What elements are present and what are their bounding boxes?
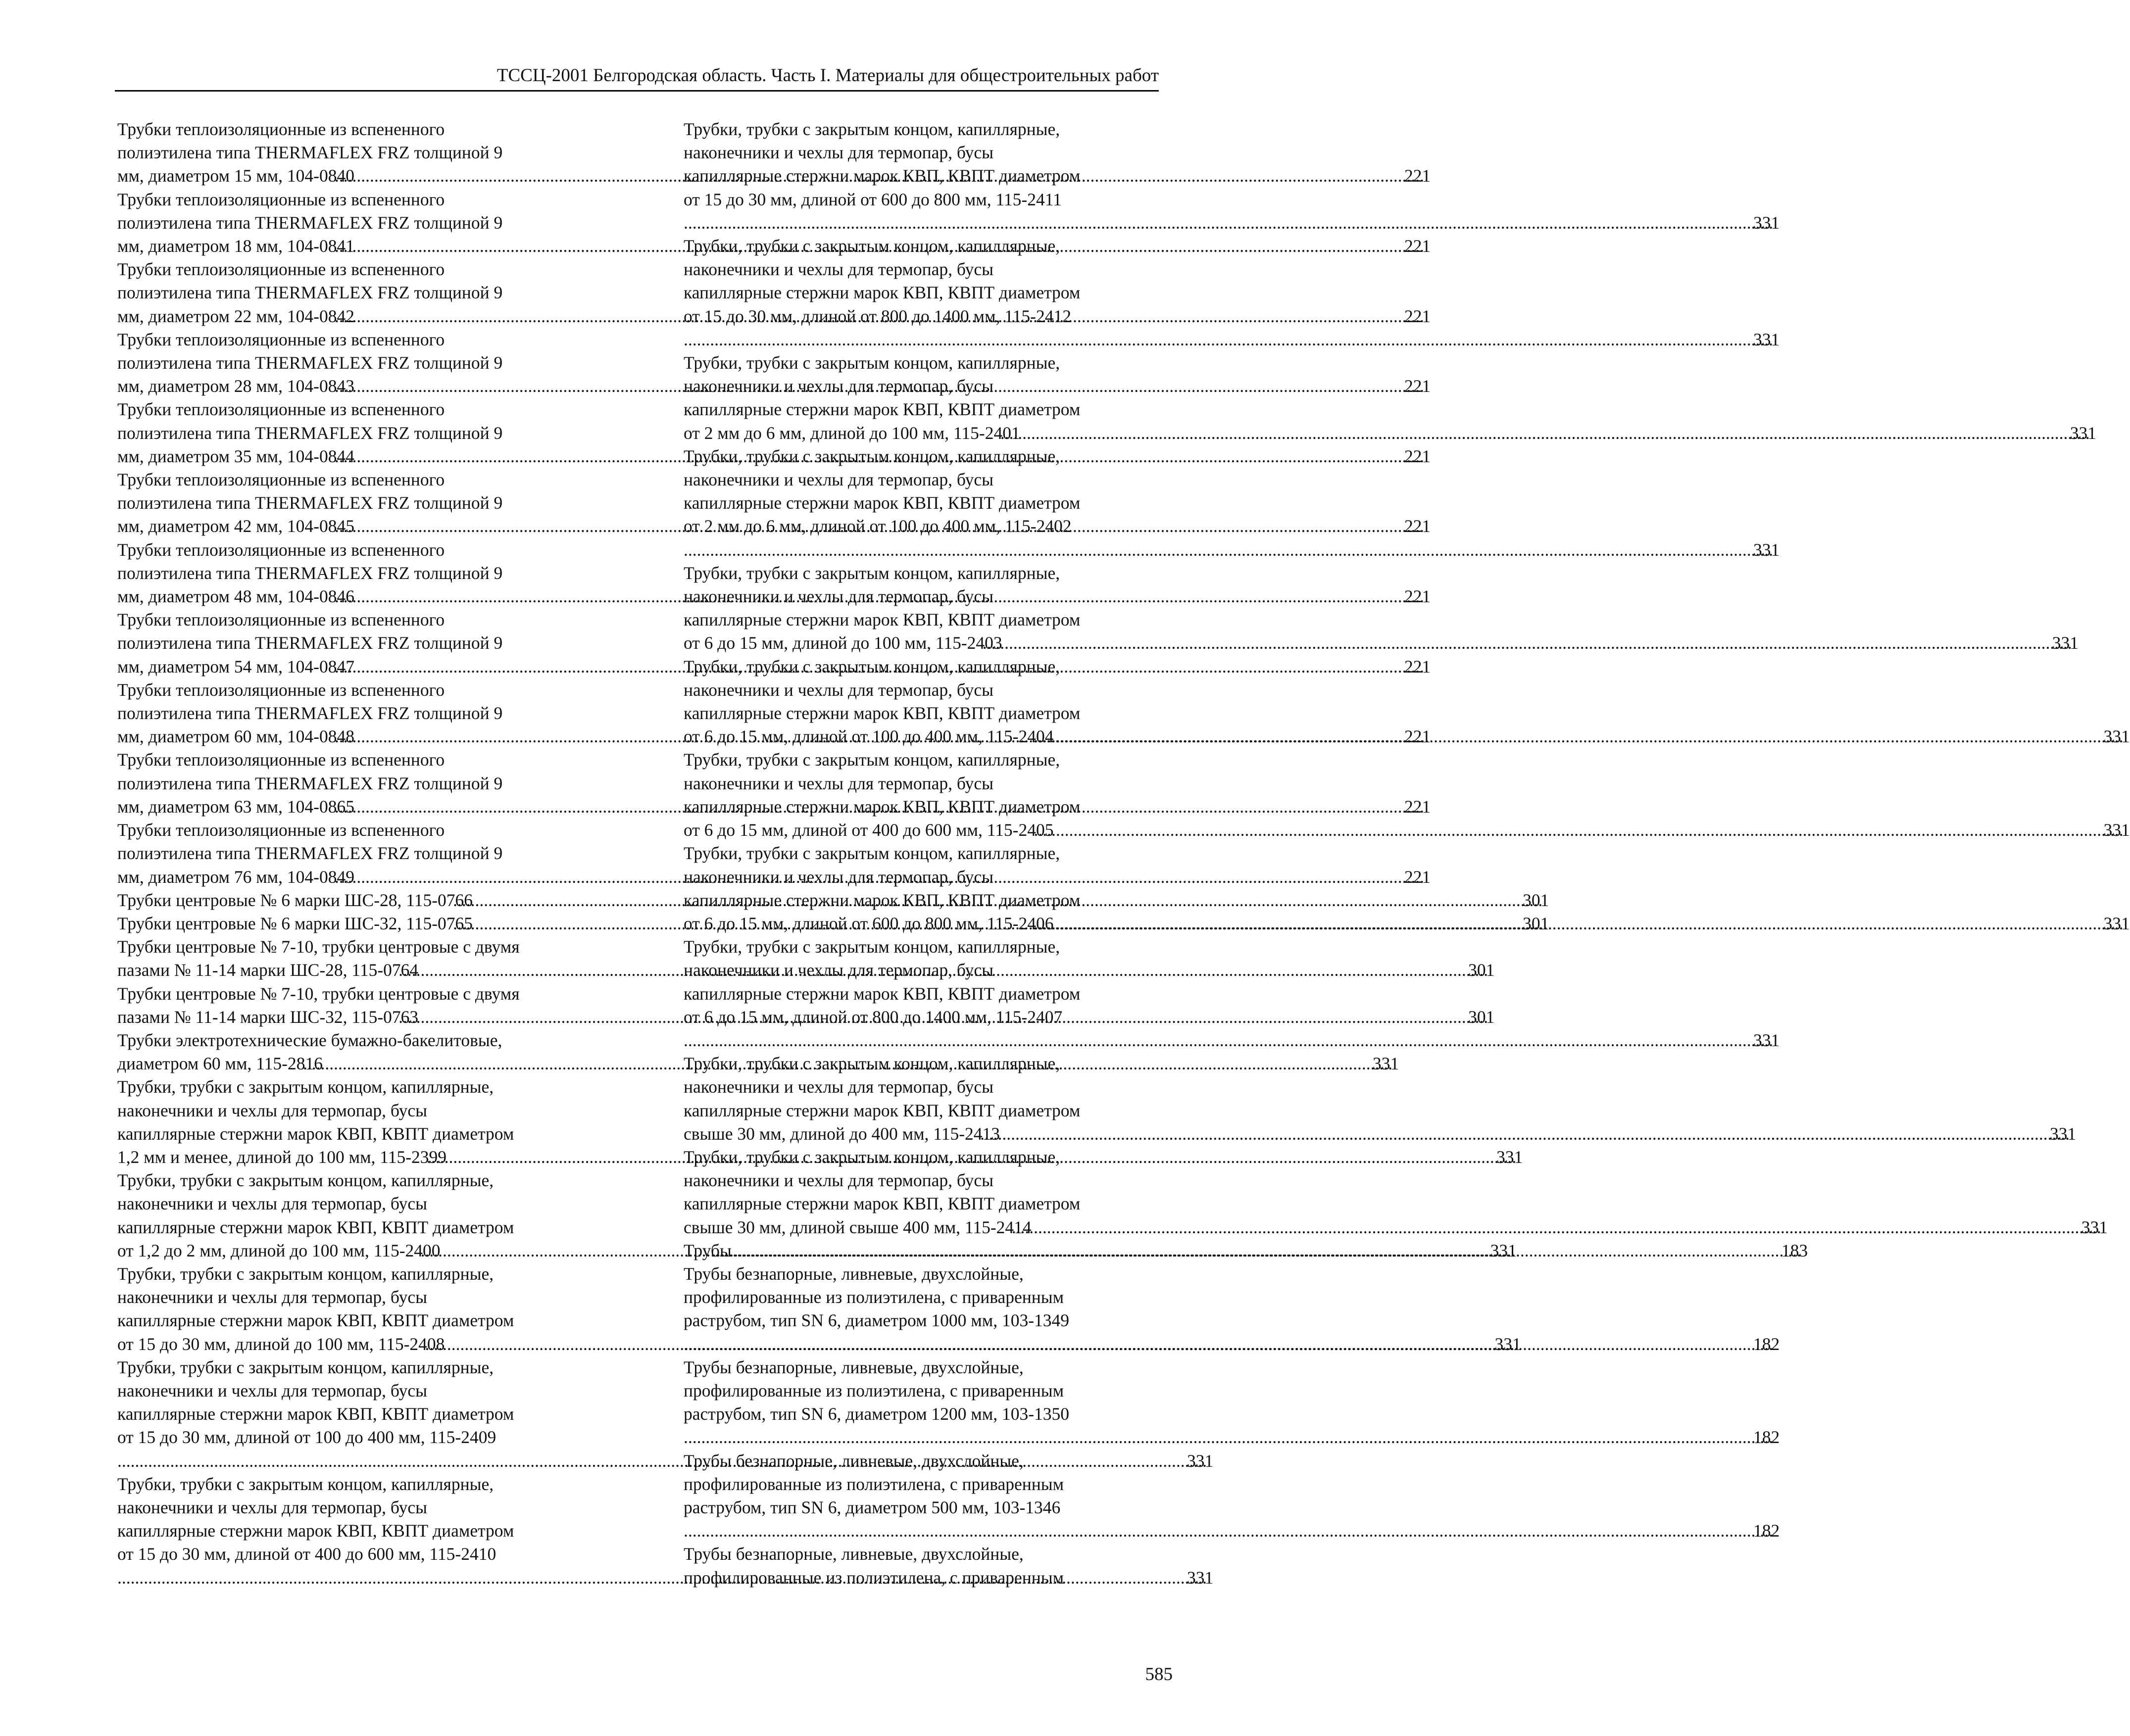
entry-text-line: Трубки теплоизоляционные из вспененного: [117, 679, 445, 700]
entry-text-line: наконечники и чехлы для термопар, бусы: [117, 1497, 427, 1517]
entry-text-line: от 1,2 до 2 мм, длиной до 100 мм, 115-2400: [117, 1240, 441, 1260]
page-reference: 301: [1468, 960, 1495, 980]
page-reference: 182: [1753, 1334, 1780, 1354]
entry-text-line: пазами № 11-14 марки ШС-28, 115-0764: [117, 960, 419, 980]
entry-text-line: диаметром 60 мм, 115-2816: [117, 1054, 323, 1074]
page-reference: 331: [1753, 539, 1780, 560]
entry-text-line: от 15 до 30 мм, длиной от 600 до 800 мм, 115-2411: [684, 189, 1062, 209]
entry-text-line: Трубы безнапорные, ливневые, двухслойные,: [684, 1357, 1024, 1377]
entry-text-line: мм, диаметром 54 мм, 104-0847: [117, 656, 354, 676]
entry-text-line: полиэтилена типа THERMAFLEX FRZ толщиной 9: [117, 353, 503, 373]
entry-text-line: Трубки теплоизоляционные из вспененного: [117, 750, 445, 770]
dot-leader: [1020, 422, 2090, 445]
page-reference: 331: [2103, 726, 2130, 747]
entry-leader-line: [703, 211, 1780, 235]
entry-leader-line: [703, 1519, 1780, 1543]
index-entry: [684, 1356, 1780, 1449]
page-reference: 221: [1404, 586, 1431, 607]
entry-text-line: наконечники и чехлы для термопар, бусы: [684, 143, 993, 163]
entry-text-line: мм, диаметром 63 мм, 104-0865: [117, 796, 354, 817]
entry-text-line: наконечники и чехлы для термопар, бусы: [684, 259, 993, 280]
page-reference: 331: [2052, 633, 2079, 653]
entry-text-line: наконечники и чехлы для термопар, бусы: [684, 1170, 993, 1191]
entry-text-line: профилированные из полиэтилена, с приваренным: [684, 1474, 1064, 1494]
entry-text-line: капиллярные стержни марок КВП, КВПТ диаметром: [117, 1404, 514, 1424]
entry-text-line: свыше 30 мм, длиной до 400 мм, 115-2413: [684, 1123, 1000, 1144]
entry-text-line: капиллярные стержни марок КВП, КВПТ диаметром: [117, 1217, 514, 1237]
entry-text-line: Трубки теплоизоляционные из вспененного: [117, 189, 445, 209]
entry-text-line: капиллярные стержни марок КВП, КВПТ диаметром: [684, 283, 1081, 303]
dot-leader: [703, 211, 1773, 235]
entry-text-line: 1,2 мм и менее, длиной до 100 мм, 115-2399: [117, 1147, 447, 1167]
entry-text-line: полиэтилена типа THERMAFLEX FRZ толщиной 9: [117, 843, 503, 864]
dot-leader: [703, 1426, 1773, 1449]
entry-text-line: наконечники и чехлы для термопар, бусы: [684, 376, 993, 396]
entry-text-line: наконечники и чехлы для термопар, бусы: [684, 586, 993, 607]
page-reference: 331: [2103, 913, 2130, 933]
index-entry: [684, 1543, 1171, 1589]
entry-text-line: наконечники и чехлы для термопар, бусы: [684, 470, 993, 490]
page-reference: 301: [1468, 1007, 1495, 1027]
page-reference: 221: [1404, 306, 1431, 326]
entry-text-line: наконечники и чехлы для термопар, бусы: [684, 1077, 993, 1097]
entry-text-line: Трубки теплоизоляционные из вспененного: [117, 539, 445, 560]
entry-text-line: Трубки центровые № 7-10, трубки центровые с двумя: [117, 937, 520, 957]
entry-text-line: Трубки, трубки с закрытым концом, капиллярные,: [684, 1147, 1060, 1167]
entry-text-line: от 6 до 15 мм, длиной от 800 до 1400 мм, 115-2407: [684, 1007, 1063, 1027]
entry-text-line: Трубки центровые № 7-10, трубки центровые с двумя: [117, 983, 520, 1004]
entry-text-line: профилированные из полиэтилена, с приваренным: [684, 1567, 1064, 1588]
page-reference: 331: [1187, 1450, 1214, 1471]
entry-text-line: полиэтилена типа THERMAFLEX FRZ толщиной 9: [117, 493, 503, 513]
page-reference: 221: [1404, 376, 1431, 396]
dot-leader: [1053, 912, 2123, 935]
page-reference: 331: [1753, 1030, 1780, 1050]
entry-text-line: мм, диаметром 76 мм, 104-0849: [117, 867, 354, 887]
page-reference: 182: [1753, 1521, 1780, 1541]
page-reference: 331: [1187, 1567, 1214, 1588]
entry-text-line: капиллярные стержни марок КВП, КВПТ диаметром: [684, 166, 1081, 186]
entry-text-line: капиллярные стержни марок КВП, КВПТ диаметром: [684, 703, 1081, 723]
entry-text-line: Трубки, трубки с закрытым концом, капиллярные,: [684, 843, 1060, 864]
entry-leader-line: [117, 1333, 1521, 1356]
entry-leader-line: [684, 422, 2096, 445]
entry-text-line: наконечники и чехлы для термопар, бусы: [117, 1287, 427, 1307]
entry-text-line: мм, диаметром 35 мм, 104-0844: [117, 446, 354, 466]
entry-text-line: капиллярные стержни марок КВП, КВПТ диаметром: [684, 983, 1081, 1004]
entry-text-line: капиллярные стержни марок КВП, КВПТ диаметром: [684, 796, 1081, 817]
entry-text-line: мм, диаметром 60 мм, 104-0848: [117, 726, 354, 747]
dot-leader: [1032, 1216, 2101, 1239]
page-reference: 301: [1523, 913, 1549, 933]
entry-text-line: Трубки, трубки с закрытым концом, капиллярные,: [117, 1170, 494, 1191]
entry-text-line: Трубки, трубки с закрытым концом, капиллярные,: [117, 1263, 494, 1284]
entry-text-line: от 2 мм до 6 мм, длиной до 100 мм, 115-2401: [684, 423, 1020, 443]
entry-text-line: Трубки, трубки с закрытым концом, капиллярные,: [684, 1054, 1060, 1074]
entry-text-line: наконечники и чехлы для термопар, бусы: [684, 867, 993, 887]
page-number: 585: [1145, 1664, 1173, 1685]
page-reference: 301: [1523, 890, 1549, 910]
entry-text-line: Трубки, трубки с закрытым концом, капиллярные,: [117, 1357, 494, 1377]
entry-leader-line: [684, 819, 2130, 842]
entry-leader-line: [703, 328, 1780, 351]
entry-text-line: раструбом, тип SN 6, диаметром 500 мм, 103-1346: [684, 1497, 1061, 1517]
entry-text-line: раструбом, тип SN 6, диаметром 1000 мм, 103-1349: [684, 1310, 1070, 1331]
dot-leader: [703, 538, 1773, 562]
entry-leader-line: [684, 1216, 2108, 1239]
entry-text-line: Трубы безнапорные, ливневые, двухслойные,: [684, 1544, 1024, 1564]
entry-text-line: наконечники и чехлы для термопар, бусы: [117, 1194, 427, 1214]
entry-text-line: капиллярные стержни марок КВП, КВПТ диаметром: [117, 1521, 514, 1541]
entry-text-line: профилированные из полиэтилена, с приваренным: [684, 1287, 1064, 1307]
entry-text-line: Трубки, трубки с закрытым концом, капиллярные,: [117, 1474, 494, 1494]
entry-text-line: от 6 до 15 мм, длиной от 400 до 600 мм, 115-2405: [684, 820, 1054, 840]
page-reference: 331: [1753, 329, 1780, 349]
entry-text-line: профилированные из полиэтилена, с приваренным: [684, 1380, 1064, 1400]
entry-leader-line: [703, 538, 1780, 562]
page-reference: 331: [1490, 1240, 1517, 1260]
entry-text-line: Трубы: [684, 1240, 732, 1260]
page-reference: 221: [1404, 166, 1431, 186]
entry-text-line: полиэтилена типа THERMAFLEX FRZ толщиной 9: [117, 212, 503, 233]
entry-text-line: полиэтилена типа THERMAFLEX FRZ толщиной 9: [117, 703, 503, 723]
page-reference: 331: [2081, 1217, 2108, 1237]
entry-text-line: капиллярные стержни марок КВП, КВПТ диаметром: [684, 493, 1081, 513]
entry-text-line: от 15 до 30 мм, длиной от 800 до 1400 мм, 115-2412: [684, 306, 1071, 326]
page-reference: 182: [1753, 1427, 1780, 1447]
entry-text-line: от 6 до 15 мм, длиной от 600 до 800 мм, 115-2406: [684, 913, 1054, 933]
entry-text-line: от 15 до 30 мм, длиной от 400 до 600 мм, 115-2410: [117, 1544, 496, 1564]
entry-text-line: полиэтилена типа THERMAFLEX FRZ толщиной 9: [117, 563, 503, 583]
entry-text-line: Трубки, трубки с закрытым концом, капиллярные,: [684, 656, 1060, 676]
page-reference: 331: [2103, 820, 2130, 840]
entry-text-line: Трубки, трубки с закрытым концом, капиллярные,: [684, 353, 1060, 373]
dot-leader: [703, 1029, 1773, 1052]
entry-text-line: капиллярные стержни марок КВП, КВПТ диаметром: [684, 399, 1081, 420]
entry-text-line: Трубки центровые № 6 марки ШС-28, 115-0766: [117, 890, 473, 910]
entry-text-line: наконечники и чехлы для термопар, бусы: [684, 773, 993, 793]
entry-text-line: полиэтилена типа THERMAFLEX FRZ толщиной 9: [117, 773, 503, 793]
entry-text-line: Трубки теплоизоляционные из вспененного: [117, 820, 445, 840]
entry-text-line: свыше 30 мм, длиной свыше 400 мм, 115-2414: [684, 1217, 1032, 1237]
entry-text-line: полиэтилена типа THERMAFLEX FRZ толщиной 9: [117, 633, 503, 653]
entry-text-line: мм, диаметром 15 мм, 104-0840: [117, 166, 354, 186]
entry-text-line: мм, диаметром 48 мм, 104-0846: [117, 586, 354, 607]
entry-text-line: Трубки теплоизоляционные из вспененного: [117, 610, 445, 630]
page-reference: 221: [1404, 236, 1431, 256]
page-reference: 331: [2050, 1123, 2077, 1144]
dot-leader: [703, 1333, 1773, 1356]
page-reference: 331: [2070, 423, 2096, 443]
entry-text-line: капиллярные стержни марок КВП, КВПТ диаметром: [684, 610, 1081, 630]
entry-text-line: Трубы безнапорные, ливневые, двухслойные,: [684, 1263, 1024, 1284]
entry-text-line: раструбом, тип SN 6, диаметром 1200 мм, 103-1350: [684, 1404, 1070, 1424]
dot-leader: [703, 328, 1773, 351]
entry-text-line: капиллярные стержни марок КВП, КВПТ диаметром: [684, 1100, 1081, 1120]
dot-leader: [1053, 819, 2123, 842]
entry-text-line: Трубки, трубки с закрытым концом, капиллярные,: [684, 937, 1060, 957]
entry-text-line: Трубки, трубки с закрытым концом, капиллярные,: [684, 446, 1060, 466]
dot-leader: [1053, 725, 2123, 748]
entry-text-line: мм, диаметром 28 мм, 104-0843: [117, 376, 354, 396]
page-reference: 183: [1781, 1240, 1808, 1260]
entry-text-line: мм, диаметром 18 мм, 104-0841: [117, 236, 354, 256]
dot-leader: [703, 1519, 1773, 1543]
index-entry: [684, 1052, 2077, 1146]
entry-text-line: полиэтилена типа THERMAFLEX FRZ толщиной 9: [117, 283, 503, 303]
entry-text-line: Трубки, трубки с закрытым концом, капиллярные,: [117, 1077, 494, 1097]
running-header: ТССЦ-2001 Белгородская область. Часть I. Материалы для общестроительных работ: [115, 63, 1159, 92]
dot-leader: [732, 1239, 1801, 1262]
entry-text-line: пазами № 11-14 марки ШС-32, 115-0763: [117, 1007, 419, 1027]
entry-text-line: Трубки теплоизоляционные из вспененного: [117, 470, 445, 490]
page-reference: 221: [1404, 656, 1431, 676]
entry-text-line: Трубки центровые № 6 марки ШС-32, 115-0765: [117, 913, 473, 933]
entry-text-line: от 15 до 30 мм, длиной до 100 мм, 115-2408: [117, 1334, 445, 1354]
page-reference: 331: [1372, 1054, 1399, 1074]
entry-leader-line: [684, 631, 2079, 655]
entry-text-line: Трубки теплоизоляционные из вспененного: [117, 119, 445, 139]
entry-text-line: наконечники и чехлы для термопар, бусы: [117, 1380, 427, 1400]
index-entry: [684, 1146, 2108, 1239]
entry-text-line: наконечники и чехлы для термопар, бусы: [684, 960, 993, 980]
entry-leader-line: [703, 1029, 1780, 1052]
entry-text-line: Трубки, трубки с закрытым концом, капиллярные,: [684, 119, 1060, 139]
page-reference: 331: [1494, 1334, 1521, 1354]
entry-text-line: от 6 до 15 мм, длиной до 100 мм, 115-2403: [684, 633, 1002, 653]
page-reference: 221: [1404, 516, 1431, 536]
dot-leader: [1000, 1122, 2070, 1146]
entry-text-line: капиллярные стержни марок КВП, КВПТ диаметром: [117, 1123, 514, 1144]
entry-text-line: капиллярные стержни марок КВП, КВПТ диаметром: [117, 1310, 514, 1331]
entry-text-line: Трубы безнапорные, ливневые, двухслойные,: [684, 1450, 1024, 1471]
entry-text-line: полиэтилена типа THERMAFLEX FRZ толщиной 9: [117, 423, 503, 443]
dot-leader: [1002, 631, 2072, 655]
entry-text-line: наконечники и чехлы для термопар, бусы: [684, 679, 993, 700]
page-reference: 221: [1404, 867, 1431, 887]
entry-text-line: Трубки, трубки с закрытым концом, капиллярные,: [684, 750, 1060, 770]
entry-text-line: от 2 мм до 6 мм, длиной от 100 до 400 мм, 115-2402: [684, 516, 1072, 536]
entry-leader-line: [684, 1122, 2077, 1146]
entry-leader-line: [703, 1426, 1780, 1449]
entry-text-line: Трубки теплоизоляционные из вспененного: [117, 259, 445, 280]
entry-text-line: Трубки, трубки с закрытым концом, капиллярные,: [684, 563, 1060, 583]
entry-text-line: мм, диаметром 42 мм, 104-0845: [117, 516, 354, 536]
entry-text-line: мм, диаметром 22 мм, 104-0842: [117, 306, 354, 326]
page-reference: 221: [1404, 446, 1431, 466]
entry-text-line: капиллярные стержни марок КВП, КВПТ диаметром: [684, 1194, 1081, 1214]
entry-text-line: от 15 до 30 мм, длиной от 100 до 400 мм, 115-2409: [117, 1427, 496, 1447]
entry-text-line: Трубки теплоизоляционные из вспененного: [117, 329, 445, 349]
entry-text-line: Трубки теплоизоляционные из вспененного: [117, 399, 445, 420]
entry-text-line: Трубки, трубки с закрытым концом, капиллярные,: [684, 236, 1060, 256]
page-reference: 221: [1404, 796, 1431, 817]
page-reference: 331: [1496, 1147, 1523, 1167]
entry-text-line: Трубки электротехнические бумажно-бакелитовые,: [117, 1030, 502, 1050]
page-reference: 331: [1753, 212, 1780, 233]
entry-text-line: от 6 до 15 мм, длиной от 100 до 400 мм, 115-2404: [684, 726, 1054, 747]
entry-text-line: капиллярные стержни марок КВП, КВПТ диаметром: [684, 890, 1081, 910]
page-reference: 221: [1404, 726, 1431, 747]
entry-text-line: полиэтилена типа THERMAFLEX FRZ толщиной 9: [117, 143, 503, 163]
entry-text-line: наконечники и чехлы для термопар, бусы: [117, 1100, 427, 1120]
